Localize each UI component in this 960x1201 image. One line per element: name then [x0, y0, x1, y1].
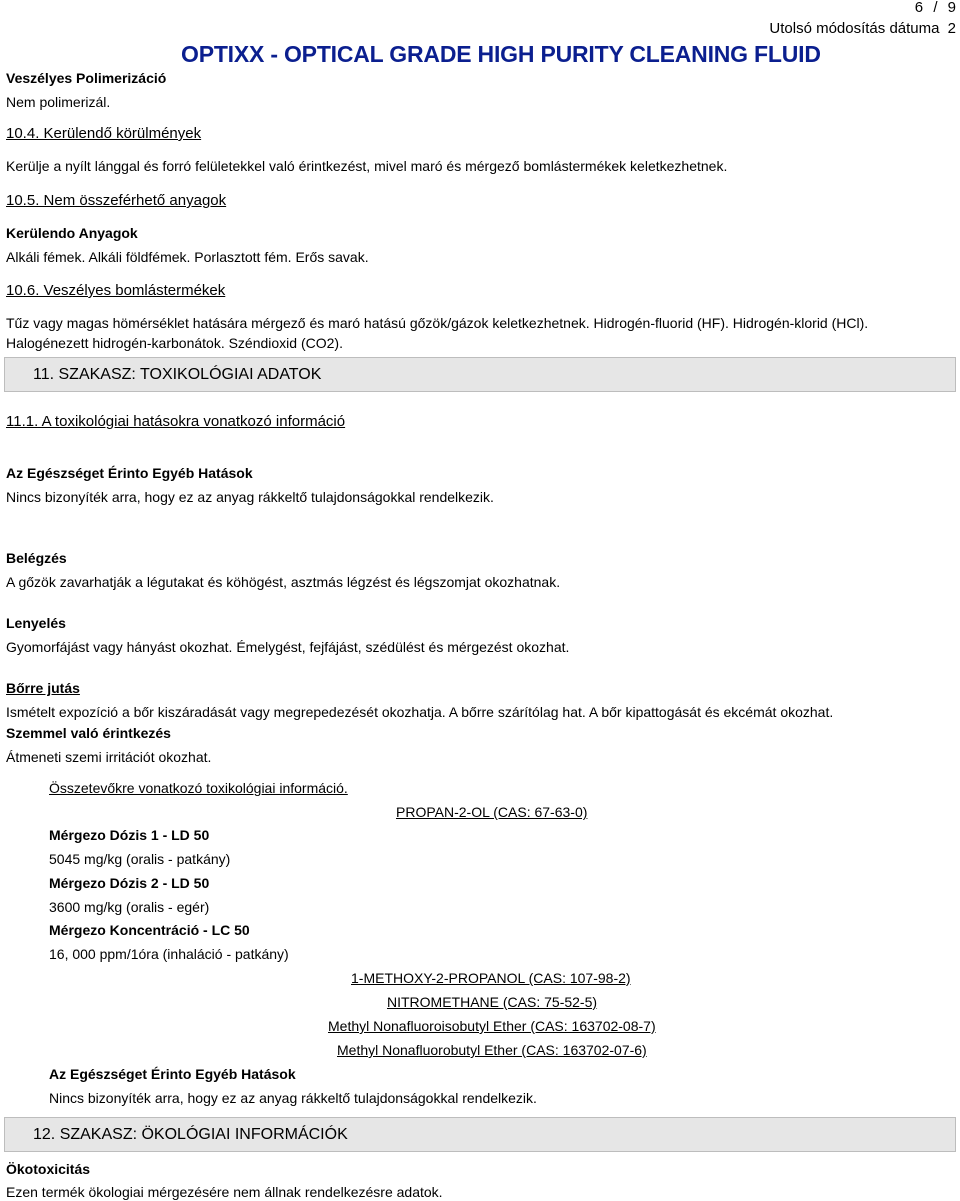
polymerization-text: Nem polimerizál.	[6, 94, 111, 110]
ingestion-heading: Lenyelés	[6, 615, 66, 631]
ld50-2-label: Mérgezo Dózis 2 - LD 50	[49, 875, 210, 891]
section-10-5-heading: 10.5. Nem összeférhető anyagok	[6, 192, 227, 209]
skin-contact-text: Ismételt expozíció a bőr kiszáradását vagy megrepedezését okozhatja. A bőrre szárítólag hat. A bőr kipattogását és ekcémát okozhat.	[6, 704, 834, 720]
eye-contact-heading: Szemmel való érintkezés	[6, 725, 171, 741]
section-10-6-text-line2: Halogénezett hidrogén-karbonátok. Széndioxid (CO2).	[6, 335, 343, 351]
materials-to-avoid-text: Alkáli fémek. Alkáli földfémek. Porlasztott fém. Erős savak.	[6, 249, 369, 265]
component-propan-2-ol: PROPAN-2-OL (CAS: 67-63-0)	[396, 804, 588, 820]
component-methyl-nonafluorobutyl-ether: Methyl Nonafluorobutyl Ether (CAS: 163702-07-6)	[337, 1042, 647, 1058]
page-current: 6	[914, 0, 924, 16]
lc50-label: Mérgezo Koncentráció - LC 50	[49, 922, 250, 938]
revision-label: Utolsó módosítás dátuma	[769, 20, 940, 37]
health-effects-heading-2: Az Egészséget Érinto Egyéb Hatások	[49, 1066, 296, 1082]
ecotoxicity-text: Ezen termék ökologiai mérgezésére nem állnak rendelkezésre adatok.	[6, 1184, 443, 1200]
section-12-title: 12. SZAKASZ: ÖKOLÓGIAI INFORMÁCIÓK	[33, 1126, 348, 1143]
section-10-4-heading: 10.4. Kerülendő körülmények	[6, 125, 202, 142]
polymerization-heading: Veszélyes Polimerizáció	[6, 70, 167, 86]
component-tox-heading: Összetevőkre vonatkozó toxikológiai információ.	[49, 780, 348, 796]
health-effects-heading: Az Egészséget Érinto Egyéb Hatások	[6, 465, 253, 481]
ingestion-text: Gyomorfájást vagy hányást okozhat. Émelygést, fejfájást, szédülést és mérgezést okozhat.	[6, 639, 570, 655]
section-11-title: 11. SZAKASZ: TOXIKOLÓGIAI ADATOK	[33, 366, 322, 383]
ld50-1-label: Mérgezo Dózis 1 - LD 50	[49, 827, 210, 843]
ld50-2-value: 3600 mg/kg (oralis - egér)	[49, 899, 210, 915]
health-effects-text: Nincs bizonyíték arra, hogy ez az anyag rákkeltő tulajdonságokkal rendelkezik.	[6, 489, 494, 505]
section-10-6-heading: 10.6. Veszélyes bomlástermékek	[6, 282, 226, 299]
component-methyl-nonafluoroisobutyl-ether: Methyl Nonafluoroisobutyl Ether (CAS: 163702-08-7)	[328, 1018, 656, 1034]
component-nitromethane: NITROMETHANE (CAS: 75-52-5)	[387, 994, 598, 1010]
page-separator: /	[933, 0, 938, 16]
revision-date	[769, 20, 956, 38]
section-10-6-text-line1: Tűz vagy magas hömérséklet hatására mérgező és maró hatású gőzök/gázok keletkezhetnek. Hidrogén-fluorid (HF). Hidrogén-klorid (HCl).	[6, 315, 869, 331]
page-total: 9	[947, 0, 956, 16]
page-number	[915, 0, 956, 16]
product-title: OPTIXX - OPTICAL GRADE HIGH PURITY CLEANING FLUID	[181, 41, 821, 67]
section-11-1-heading: 11.1. A toxikológiai hatásokra vonatkozó információ	[6, 413, 346, 430]
inhalation-text: A gőzök zavarhatják a légutakat és köhögést, asztmás légzést és légszomjat okozhatnak.	[6, 574, 561, 590]
inhalation-heading: Belégzés	[6, 550, 67, 566]
ld50-1-value: 5045 mg/kg (oralis - patkány)	[49, 851, 231, 867]
health-effects-text-2: Nincs bizonyíték arra, hogy ez az anyag rákkeltő tulajdonságokkal rendelkezik.	[49, 1090, 537, 1106]
skin-contact-heading: Bőrre jutás	[6, 680, 80, 696]
section-11-band	[4, 357, 956, 392]
section-12-band	[4, 1117, 956, 1152]
section-10-4-text: Kerülje a nyílt lánggal és forró felületekkel való érintkezést, mivel maró és mérgező bomlástermékek keletkezhetnek.	[6, 158, 728, 174]
materials-to-avoid-heading: Kerülendo Anyagok	[6, 225, 138, 241]
ecotoxicity-heading: Ökotoxicitás	[6, 1161, 91, 1177]
revision-value: 2	[947, 20, 956, 37]
lc50-value: 16, 000 ppm/1óra (inhaláció - patkány)	[49, 946, 289, 962]
component-methoxy-propanol: 1-METHOXY-2-PROPANOL (CAS: 107-98-2)	[351, 970, 631, 986]
eye-contact-text: Átmeneti szemi irritációt okozhat.	[6, 749, 212, 765]
